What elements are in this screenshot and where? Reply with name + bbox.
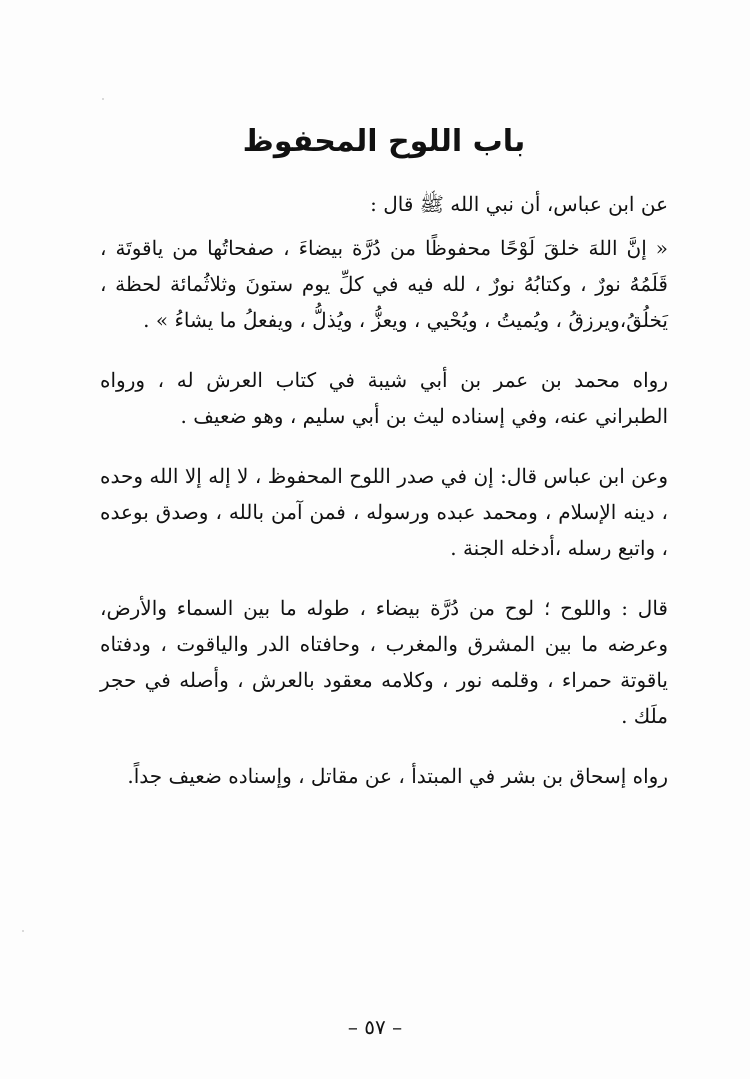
narration-note-paragraph: رواه محمد بن عمر بن أبي شيبة في كتاب العرش له ، ورواه الطبراني عنه، وفي إسناده ليث بن أبي سليم ، وهو ضعيف . bbox=[100, 368, 668, 428]
intro-line: عن ابن عباس، أن نبي الله ﷺ قال : bbox=[370, 192, 668, 216]
chapter-title: باب اللوح المحفوظ bbox=[242, 124, 526, 159]
second-narration-paragraph: وعن ابن عباس قال: إن في صدر اللوح المحفوظ ، لا إله إلا الله وحده ، دينه الإسلام ، ومحمد عبده ورسوله ، فمن آمن بالله ، وصدق بوعده ، واتبع رسله ،أدخله الجنة . bbox=[100, 464, 668, 560]
scan-speck-top bbox=[102, 98, 104, 100]
tablet-description-paragraph: قال : واللوح ؛ لوح من دُرَّة بيضاء ، طوله ما بين السماء والأرض، وعرضه ما بين المشرق والمغرب ، وحافتاه الدر والياقوت ، ودفتاه ياقوتة حمراء ، وقلمه نور ، وكلامه معقود بالعرش ، وأصله في حجر ملَك . bbox=[100, 596, 668, 728]
final-narration-paragraph: رواه إسحاق بن بشر في المبتدأ ، عن مقاتل ، وإسناده ضعيف جداً. bbox=[127, 764, 668, 788]
scan-speck-left bbox=[22, 930, 24, 932]
page-content bbox=[100, 120, 668, 818]
hadith-text-paragraph: « إنَّ اللهَ خلقَ لَوْحًا محفوظًا من دُرَّة بيضاءَ ، صفحاتُها من ياقوتَة ، قَلَمُهُ نورٌ ، وكتابُهُ نورٌ ، لله فيه في كلِّ يوم ستونَ وثلاثُمائة لحظة ، يَخلُقُ،ويرزقُ ، ويُميتُ ، ويُحْيي ، ويعزُّ ، ويُذلُّ ، ويفعلُ ما يشاءُ » . bbox=[100, 236, 668, 332]
page-number: – ٥٧ – bbox=[347, 1015, 403, 1039]
